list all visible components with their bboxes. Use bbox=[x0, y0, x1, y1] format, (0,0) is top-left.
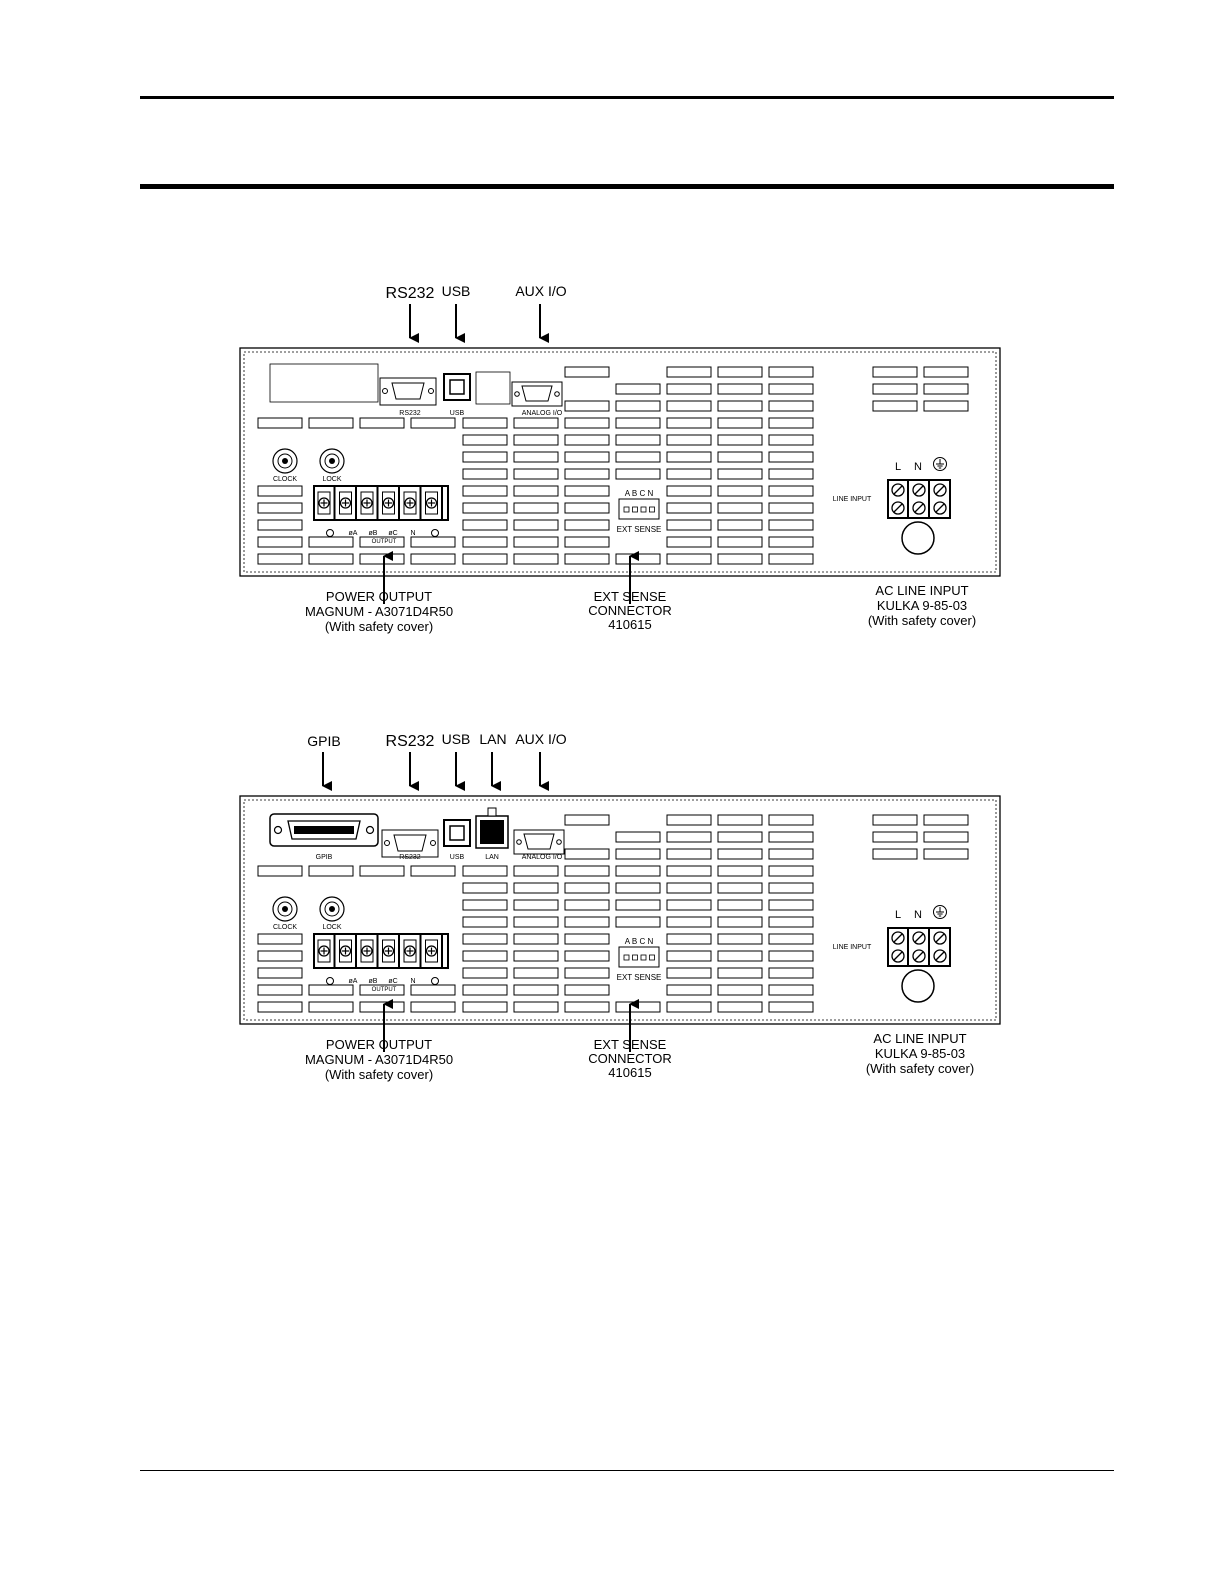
analog-io-connector bbox=[512, 382, 562, 406]
vent-slot bbox=[769, 384, 813, 394]
line-input-label: LINE INPUT bbox=[832, 944, 872, 951]
analog-io-connector bbox=[514, 830, 564, 854]
vent-slot bbox=[565, 537, 609, 547]
vent-slot bbox=[769, 866, 813, 876]
vent-slot bbox=[873, 849, 917, 859]
vent-slot bbox=[769, 832, 813, 842]
sense-pin bbox=[624, 507, 629, 512]
vent-slot bbox=[514, 968, 558, 978]
ext-sense-label: EXT SENSE bbox=[616, 973, 662, 982]
vent-slot bbox=[360, 554, 404, 564]
vent-slot bbox=[258, 418, 302, 428]
rear-panel-diagram-standard bbox=[230, 268, 1020, 648]
vent-slot bbox=[463, 900, 507, 910]
terminal-label-b: øB bbox=[368, 978, 378, 985]
vent-slot bbox=[718, 520, 762, 530]
clock-bnc-connector bbox=[273, 449, 297, 473]
vent-slot bbox=[769, 452, 813, 462]
vent-slot bbox=[616, 832, 660, 842]
vent-slot bbox=[258, 1002, 302, 1012]
rs232-connector bbox=[382, 830, 438, 857]
vent-slot bbox=[463, 435, 507, 445]
sense-pin bbox=[650, 507, 655, 512]
vent-slot bbox=[616, 384, 660, 394]
vent-slot bbox=[463, 1002, 507, 1012]
ext-sense-pin-labels: A B C N bbox=[624, 489, 654, 498]
vent-slot bbox=[924, 849, 968, 859]
vent-slot bbox=[565, 849, 609, 859]
vent-slot bbox=[667, 537, 711, 547]
vent-slot bbox=[565, 866, 609, 876]
lan-label: LAN bbox=[485, 854, 499, 861]
vent-slot bbox=[769, 900, 813, 910]
ground-stud-left bbox=[327, 530, 334, 537]
vent-slot bbox=[309, 418, 353, 428]
rs232-label: RS232 bbox=[399, 854, 421, 861]
vent-slot bbox=[667, 849, 711, 859]
vent-slot bbox=[565, 968, 609, 978]
clock-bnc-connector bbox=[273, 897, 297, 921]
lan-blank-plate bbox=[476, 372, 510, 404]
vent-slot bbox=[565, 951, 609, 961]
vent-slot bbox=[769, 503, 813, 513]
vent-slot bbox=[873, 815, 917, 825]
vent-slot bbox=[718, 401, 762, 411]
callout-ac-line-1: AC LINE INPUT bbox=[873, 1031, 967, 1046]
vent-slot bbox=[565, 435, 609, 445]
vent-slot bbox=[667, 900, 711, 910]
vent-slot bbox=[667, 985, 711, 995]
gpib-label: GPIB bbox=[315, 854, 333, 861]
callout-power-output-2: MAGNUM - A3071D4R50 bbox=[304, 1052, 454, 1067]
callout-ext-sense-3: 410615 bbox=[608, 617, 652, 632]
vent-slot bbox=[924, 384, 968, 394]
cable-gland bbox=[902, 522, 934, 554]
vent-slot bbox=[463, 951, 507, 961]
callout-ext-sense-1: EXT SENSE bbox=[593, 1037, 667, 1052]
callout-ac-line-3: (With safety cover) bbox=[867, 613, 977, 628]
vent-slot bbox=[514, 520, 558, 530]
vent-slot bbox=[565, 900, 609, 910]
vent-slot bbox=[769, 917, 813, 927]
line-n-label: N bbox=[914, 909, 922, 921]
callout-rs232: RS232 bbox=[385, 733, 435, 750]
vent-slot bbox=[258, 951, 302, 961]
vent-slot bbox=[718, 815, 762, 825]
vent-slot bbox=[514, 469, 558, 479]
vent-slot bbox=[514, 486, 558, 496]
vent-slot bbox=[873, 832, 917, 842]
vent-slot bbox=[873, 401, 917, 411]
callout-usb: USB bbox=[441, 283, 471, 299]
vent-slot bbox=[565, 503, 609, 513]
usb-connector bbox=[444, 820, 470, 846]
output-label: OUTPUT bbox=[371, 539, 397, 545]
terminal-label-n: N bbox=[410, 530, 416, 537]
ext-sense-pin-labels: A B C N bbox=[624, 937, 654, 946]
vent-slot bbox=[667, 951, 711, 961]
sense-pin bbox=[624, 955, 629, 960]
vent-slot bbox=[565, 815, 609, 825]
ground-stud-right bbox=[432, 978, 439, 985]
vent-slot bbox=[411, 866, 455, 876]
terminal-label-n: N bbox=[410, 978, 416, 985]
vent-slot bbox=[616, 849, 660, 859]
vent-slot bbox=[463, 418, 507, 428]
vent-slot bbox=[514, 866, 558, 876]
vent-slot bbox=[565, 418, 609, 428]
vent-slot bbox=[463, 883, 507, 893]
line-input-terminal-block bbox=[888, 480, 950, 518]
rear-panel-diagram-with-gpib-lan bbox=[230, 716, 1020, 1096]
terminal-label-c: øC bbox=[388, 978, 398, 985]
vent-slot bbox=[616, 917, 660, 927]
power-output-terminal-block bbox=[314, 486, 448, 520]
line-l-label: L bbox=[894, 909, 902, 921]
vent-slot bbox=[769, 815, 813, 825]
vent-slot bbox=[667, 435, 711, 445]
vent-slot bbox=[667, 520, 711, 530]
rs232-connector bbox=[380, 378, 436, 405]
lock-label: LOCK bbox=[322, 924, 342, 931]
vent-slot bbox=[463, 985, 507, 995]
analog-io-label: ANALOG I/O bbox=[521, 410, 563, 417]
vent-slot bbox=[616, 435, 660, 445]
vent-slot bbox=[411, 1002, 455, 1012]
vent-slot bbox=[769, 435, 813, 445]
sense-pin bbox=[633, 507, 638, 512]
vent-slot bbox=[718, 900, 762, 910]
terminal-label-c: øC bbox=[388, 530, 398, 537]
vent-slot bbox=[667, 1002, 711, 1012]
vent-slot bbox=[565, 401, 609, 411]
vent-slot bbox=[718, 554, 762, 564]
vent-slot bbox=[463, 520, 507, 530]
sense-pin bbox=[641, 507, 646, 512]
vent-slot bbox=[565, 367, 609, 377]
callout-rs232: RS232 bbox=[385, 285, 435, 302]
vent-slot bbox=[565, 554, 609, 564]
vent-slot bbox=[667, 503, 711, 513]
vent-slot bbox=[667, 367, 711, 377]
footer-rule bbox=[140, 1470, 1114, 1471]
vent-slot bbox=[667, 384, 711, 394]
vent-slot bbox=[258, 520, 302, 530]
callout-ac-line-2: KULKA 9-85-03 bbox=[874, 1046, 966, 1061]
vent-slot bbox=[924, 815, 968, 825]
vent-slot bbox=[616, 418, 660, 428]
vent-slot bbox=[873, 367, 917, 377]
vent-slot bbox=[718, 866, 762, 876]
vent-slot bbox=[769, 418, 813, 428]
vent-slot bbox=[309, 537, 353, 547]
vent-slot bbox=[616, 469, 660, 479]
vent-slot bbox=[565, 985, 609, 995]
callout-ext-sense-2: CONNECTOR bbox=[588, 1051, 672, 1066]
sense-pin bbox=[650, 955, 655, 960]
vent-slot bbox=[360, 866, 404, 876]
usb-label: USB bbox=[449, 410, 465, 417]
callout-ext-sense-3: 410615 bbox=[608, 1065, 652, 1080]
vent-slot bbox=[258, 486, 302, 496]
vent-slot bbox=[769, 985, 813, 995]
vent-slot bbox=[514, 452, 558, 462]
line-input-terminal-block bbox=[888, 928, 950, 966]
callout-aux-io: AUX I/O bbox=[515, 731, 567, 747]
lock-bnc-connector bbox=[320, 449, 344, 473]
vent-slot bbox=[411, 418, 455, 428]
vent-slot bbox=[718, 469, 762, 479]
vent-slot bbox=[463, 486, 507, 496]
vent-slot bbox=[667, 452, 711, 462]
callout-aux-io: AUX I/O bbox=[515, 283, 567, 299]
callout-power-output-1: POWER OUTPUT bbox=[325, 589, 433, 604]
rs232-label: RS232 bbox=[399, 410, 421, 417]
terminal-label-a: øA bbox=[348, 530, 358, 537]
vent-slot bbox=[718, 435, 762, 445]
vent-slot bbox=[718, 537, 762, 547]
vent-slot bbox=[769, 849, 813, 859]
vent-slot bbox=[769, 934, 813, 944]
vent-slot bbox=[411, 985, 455, 995]
vent-slot bbox=[463, 537, 507, 547]
vent-slot bbox=[769, 401, 813, 411]
vent-slot bbox=[667, 883, 711, 893]
vent-slot bbox=[873, 384, 917, 394]
vent-slot bbox=[463, 968, 507, 978]
vent-slot bbox=[769, 554, 813, 564]
vent-slot bbox=[718, 418, 762, 428]
vent-slot bbox=[769, 968, 813, 978]
callout-ext-sense-2: CONNECTOR bbox=[588, 603, 672, 618]
vent-slot bbox=[463, 452, 507, 462]
vent-slot bbox=[565, 883, 609, 893]
usb-connector bbox=[444, 374, 470, 400]
gpib-connector bbox=[270, 814, 378, 846]
callout-power-output-3: (With safety cover) bbox=[324, 619, 434, 634]
lock-bnc-connector bbox=[320, 897, 344, 921]
callout-ext-sense-1: EXT SENSE bbox=[593, 589, 667, 604]
vent-slot bbox=[718, 832, 762, 842]
vent-slot bbox=[718, 1002, 762, 1012]
clock-label: CLOCK bbox=[272, 924, 298, 931]
vent-slot bbox=[667, 469, 711, 479]
vent-slot bbox=[514, 883, 558, 893]
vent-slot bbox=[667, 418, 711, 428]
vent-slot bbox=[514, 537, 558, 547]
vent-slot bbox=[463, 554, 507, 564]
vent-slot bbox=[769, 1002, 813, 1012]
vent-slot bbox=[565, 486, 609, 496]
vent-slot bbox=[514, 934, 558, 944]
line-input-label: LINE INPUT bbox=[832, 496, 872, 503]
vent-slot bbox=[718, 486, 762, 496]
vent-slot bbox=[667, 486, 711, 496]
callout-lan: LAN bbox=[479, 731, 507, 747]
vent-slot bbox=[616, 401, 660, 411]
vent-slot bbox=[718, 367, 762, 377]
vent-slot bbox=[616, 883, 660, 893]
vent-slot bbox=[514, 1002, 558, 1012]
callout-ac-line-2: KULKA 9-85-03 bbox=[876, 598, 968, 613]
terminal-label-a: øA bbox=[348, 978, 358, 985]
blank-plate bbox=[270, 364, 378, 402]
ground-stud-left bbox=[327, 978, 334, 985]
callout-ac-line-1: AC LINE INPUT bbox=[875, 583, 969, 598]
vent-slot bbox=[309, 1002, 353, 1012]
vent-slot bbox=[360, 418, 404, 428]
callout-gpib: GPIB bbox=[307, 733, 341, 749]
callout-usb: USB bbox=[441, 731, 471, 747]
vent-slot bbox=[718, 849, 762, 859]
vent-slot bbox=[667, 866, 711, 876]
vent-slot bbox=[258, 968, 302, 978]
vent-slot bbox=[258, 866, 302, 876]
vent-slot bbox=[616, 866, 660, 876]
vent-slot bbox=[924, 401, 968, 411]
vent-slot bbox=[718, 917, 762, 927]
vent-slot bbox=[514, 418, 558, 428]
vent-slot bbox=[667, 917, 711, 927]
header-rule-bottom bbox=[140, 184, 1114, 189]
vent-slot bbox=[463, 503, 507, 513]
callout-power-output-2: MAGNUM - A3071D4R50 bbox=[304, 604, 454, 619]
vent-slot bbox=[463, 934, 507, 944]
vent-slot bbox=[769, 367, 813, 377]
vent-slot bbox=[616, 452, 660, 462]
vent-slot bbox=[769, 951, 813, 961]
power-output-terminal-block bbox=[314, 934, 448, 968]
lock-label: LOCK bbox=[322, 476, 342, 483]
vent-slot bbox=[514, 503, 558, 513]
vent-slot bbox=[514, 951, 558, 961]
vent-slot bbox=[360, 1002, 404, 1012]
vent-slot bbox=[565, 917, 609, 927]
vent-slot bbox=[718, 452, 762, 462]
vent-slot bbox=[769, 520, 813, 530]
vent-slot bbox=[718, 883, 762, 893]
vent-slot bbox=[565, 934, 609, 944]
vent-slot bbox=[411, 537, 455, 547]
output-label: OUTPUT bbox=[371, 987, 397, 993]
vent-slot bbox=[769, 486, 813, 496]
vent-slot bbox=[565, 469, 609, 479]
vent-slot bbox=[258, 934, 302, 944]
vent-slot bbox=[514, 900, 558, 910]
vent-slot bbox=[667, 934, 711, 944]
vent-slot bbox=[565, 452, 609, 462]
vent-slot bbox=[718, 503, 762, 513]
vent-slot bbox=[718, 968, 762, 978]
vent-slot bbox=[309, 866, 353, 876]
callout-power-output-1: POWER OUTPUT bbox=[325, 1037, 433, 1052]
vent-slot bbox=[514, 985, 558, 995]
vent-slot bbox=[667, 815, 711, 825]
clock-label: CLOCK bbox=[272, 476, 298, 483]
callout-power-output-3: (With safety cover) bbox=[324, 1067, 434, 1082]
sense-pin bbox=[633, 955, 638, 960]
analog-io-label: ANALOG I/O bbox=[521, 854, 563, 861]
vent-slot bbox=[411, 554, 455, 564]
vent-slot bbox=[769, 537, 813, 547]
vent-slot bbox=[616, 900, 660, 910]
vent-slot bbox=[463, 917, 507, 927]
vent-slot bbox=[924, 832, 968, 842]
vent-slot bbox=[309, 554, 353, 564]
vent-slot bbox=[616, 554, 660, 564]
vent-slot bbox=[309, 985, 353, 995]
vent-slot bbox=[565, 1002, 609, 1012]
vent-slot bbox=[667, 968, 711, 978]
vent-slot bbox=[667, 401, 711, 411]
vent-slot bbox=[514, 435, 558, 445]
vent-slot bbox=[769, 469, 813, 479]
vent-slot bbox=[616, 1002, 660, 1012]
line-n-label: N bbox=[914, 461, 922, 473]
vent-slot bbox=[718, 951, 762, 961]
vent-slot bbox=[565, 520, 609, 530]
vent-slot bbox=[667, 554, 711, 564]
callout-ac-line-3: (With safety cover) bbox=[865, 1061, 975, 1076]
usb-label: USB bbox=[449, 854, 465, 861]
vent-slot bbox=[718, 985, 762, 995]
vent-slot bbox=[718, 384, 762, 394]
vent-slot bbox=[258, 985, 302, 995]
terminal-label-b: øB bbox=[368, 530, 378, 537]
header-rule-top bbox=[140, 96, 1114, 99]
ground-stud-right bbox=[432, 530, 439, 537]
vent-slot bbox=[463, 866, 507, 876]
sense-pin bbox=[641, 955, 646, 960]
vent-slot bbox=[463, 469, 507, 479]
vent-slot bbox=[769, 883, 813, 893]
vent-slot bbox=[667, 832, 711, 842]
vent-slot bbox=[258, 503, 302, 513]
vent-slot bbox=[258, 554, 302, 564]
line-l-label: L bbox=[894, 461, 902, 473]
vent-slot bbox=[258, 537, 302, 547]
ext-sense-label: EXT SENSE bbox=[616, 525, 662, 534]
cable-gland bbox=[902, 970, 934, 1002]
vent-slot bbox=[514, 554, 558, 564]
vent-slot bbox=[514, 917, 558, 927]
vent-slot bbox=[924, 367, 968, 377]
vent-slot bbox=[718, 934, 762, 944]
